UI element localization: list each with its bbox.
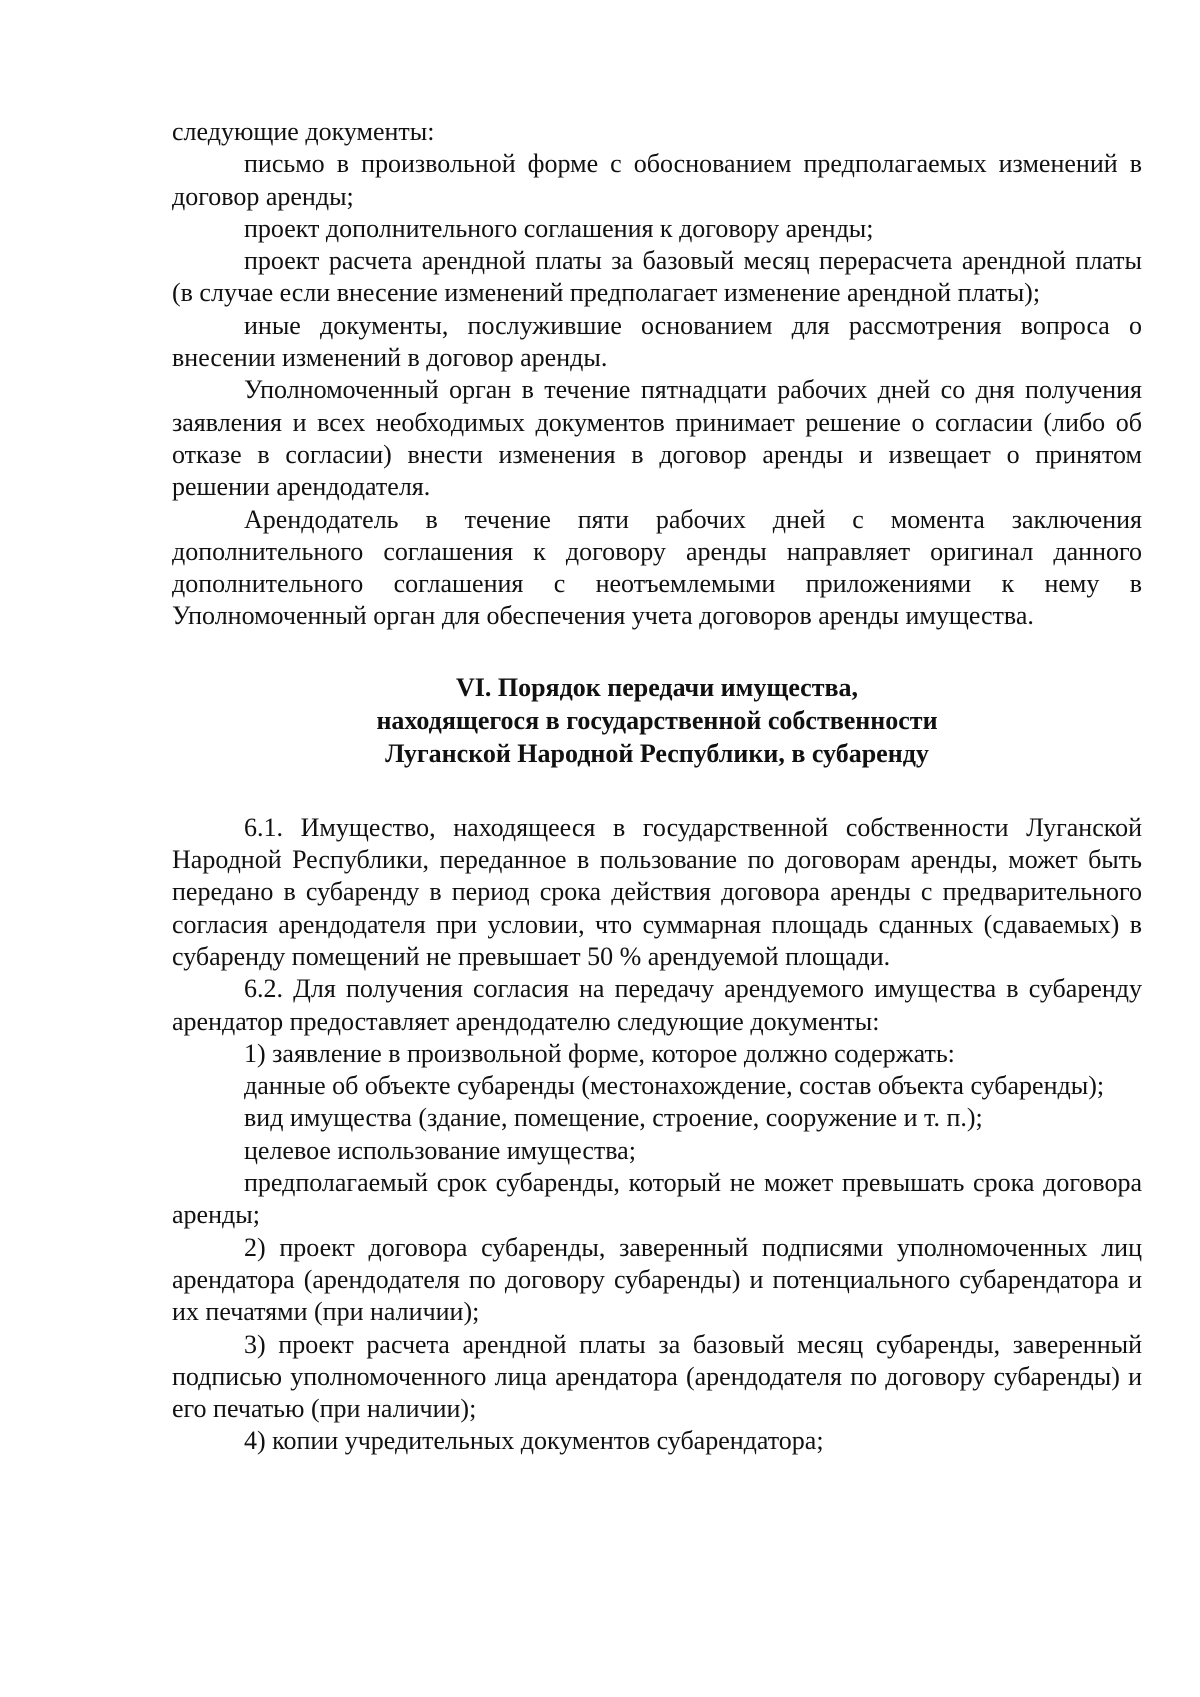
paragraph: 1) заявление в произвольной форме, которое должно содержать: [244,1038,955,1068]
paragraph: проект расчета арендной платы за базовый месяц перерасчета арендной платы (в случае если внесение изменений предполагает изменение арендной платы); [172,246,1142,308]
paragraph: предполагаемый срок субаренды, который не может превышать срока договора аренды; [172,1168,1142,1230]
paragraph: данные об объекте субаренды (местонахождение, состав объекта субаренды); [244,1071,1105,1101]
paragraph: 4) копии учредительных документов субарендатора; [244,1426,824,1456]
section-heading-line: находящегося в государственной собственности [376,705,938,735]
section-heading-line: Луганской Народной Республики, в субаренду [385,738,929,768]
paragraph: письмо в произвольной форме с обоснованием предполагаемых изменений в договор аренды; [172,149,1142,211]
paragraph: вид имущества (здание, помещение, строение, сооружение и т. п.); [244,1103,983,1133]
paragraph: следующие документы: [172,117,435,146]
paragraph: целевое использование имущества; [244,1135,636,1165]
paragraph: 6.1. Имущество, находящееся в государственной собственности Луганской Народной Республики, переданное в пользование по договорам аренды, может быть передано в субаренду в период срока действия договора аренды с предварительного согласия арендодателя при условии, что суммарная площадь сданных (сдаваемых) в субаренду помещений не превышает 50 % арендуемой площади. [172,812,1142,971]
paragraph: 3) проект расчета арендной платы за базовый месяц субаренды, заверенный подписью уполномоченного лица арендатора (арендодателя по договору субаренды) и его печатью (при наличии); [172,1329,1142,1424]
paragraph: Уполномоченный орган в течение пятнадцати рабочих дней со дня получения заявления и всех необходимых документов принимает решение о согласии (либо об отказе в согласии) внести изменения в договор аренды и извещает о принятом решении арендодателя. [172,375,1142,502]
section-heading-line: VI. Порядок передачи имущества, [455,672,859,702]
paragraph: Арендодатель в течение пяти рабочих дней с момента заключения дополнительного соглашения к договору аренды направляет оригинал данного дополнительного соглашения с неотъемлемыми приложениями к нему в Уполномоченный орган для обеспечения учета договоров аренды имущества. [172,504,1142,631]
paragraph: 2) проект договора субаренды, заверенный подписями уполномоченных лиц арендатора (арендодателя по договору субаренды) и потенциального субарендатора и их печатями (при наличии); [172,1232,1142,1327]
section-heading [172,671,1142,770]
paragraph: иные документы, послужившие основанием для рассмотрения вопроса о внесении изменений в договор аренды. [172,310,1142,373]
document-body [172,116,1142,1458]
paragraph: 6.2. Для получения согласия на передачу арендуемого имущества в субаренду арендатор предоставляет арендодателю следующие документы: [172,974,1142,1036]
paragraph: проект дополнительного соглашения к договору аренды; [244,213,874,243]
